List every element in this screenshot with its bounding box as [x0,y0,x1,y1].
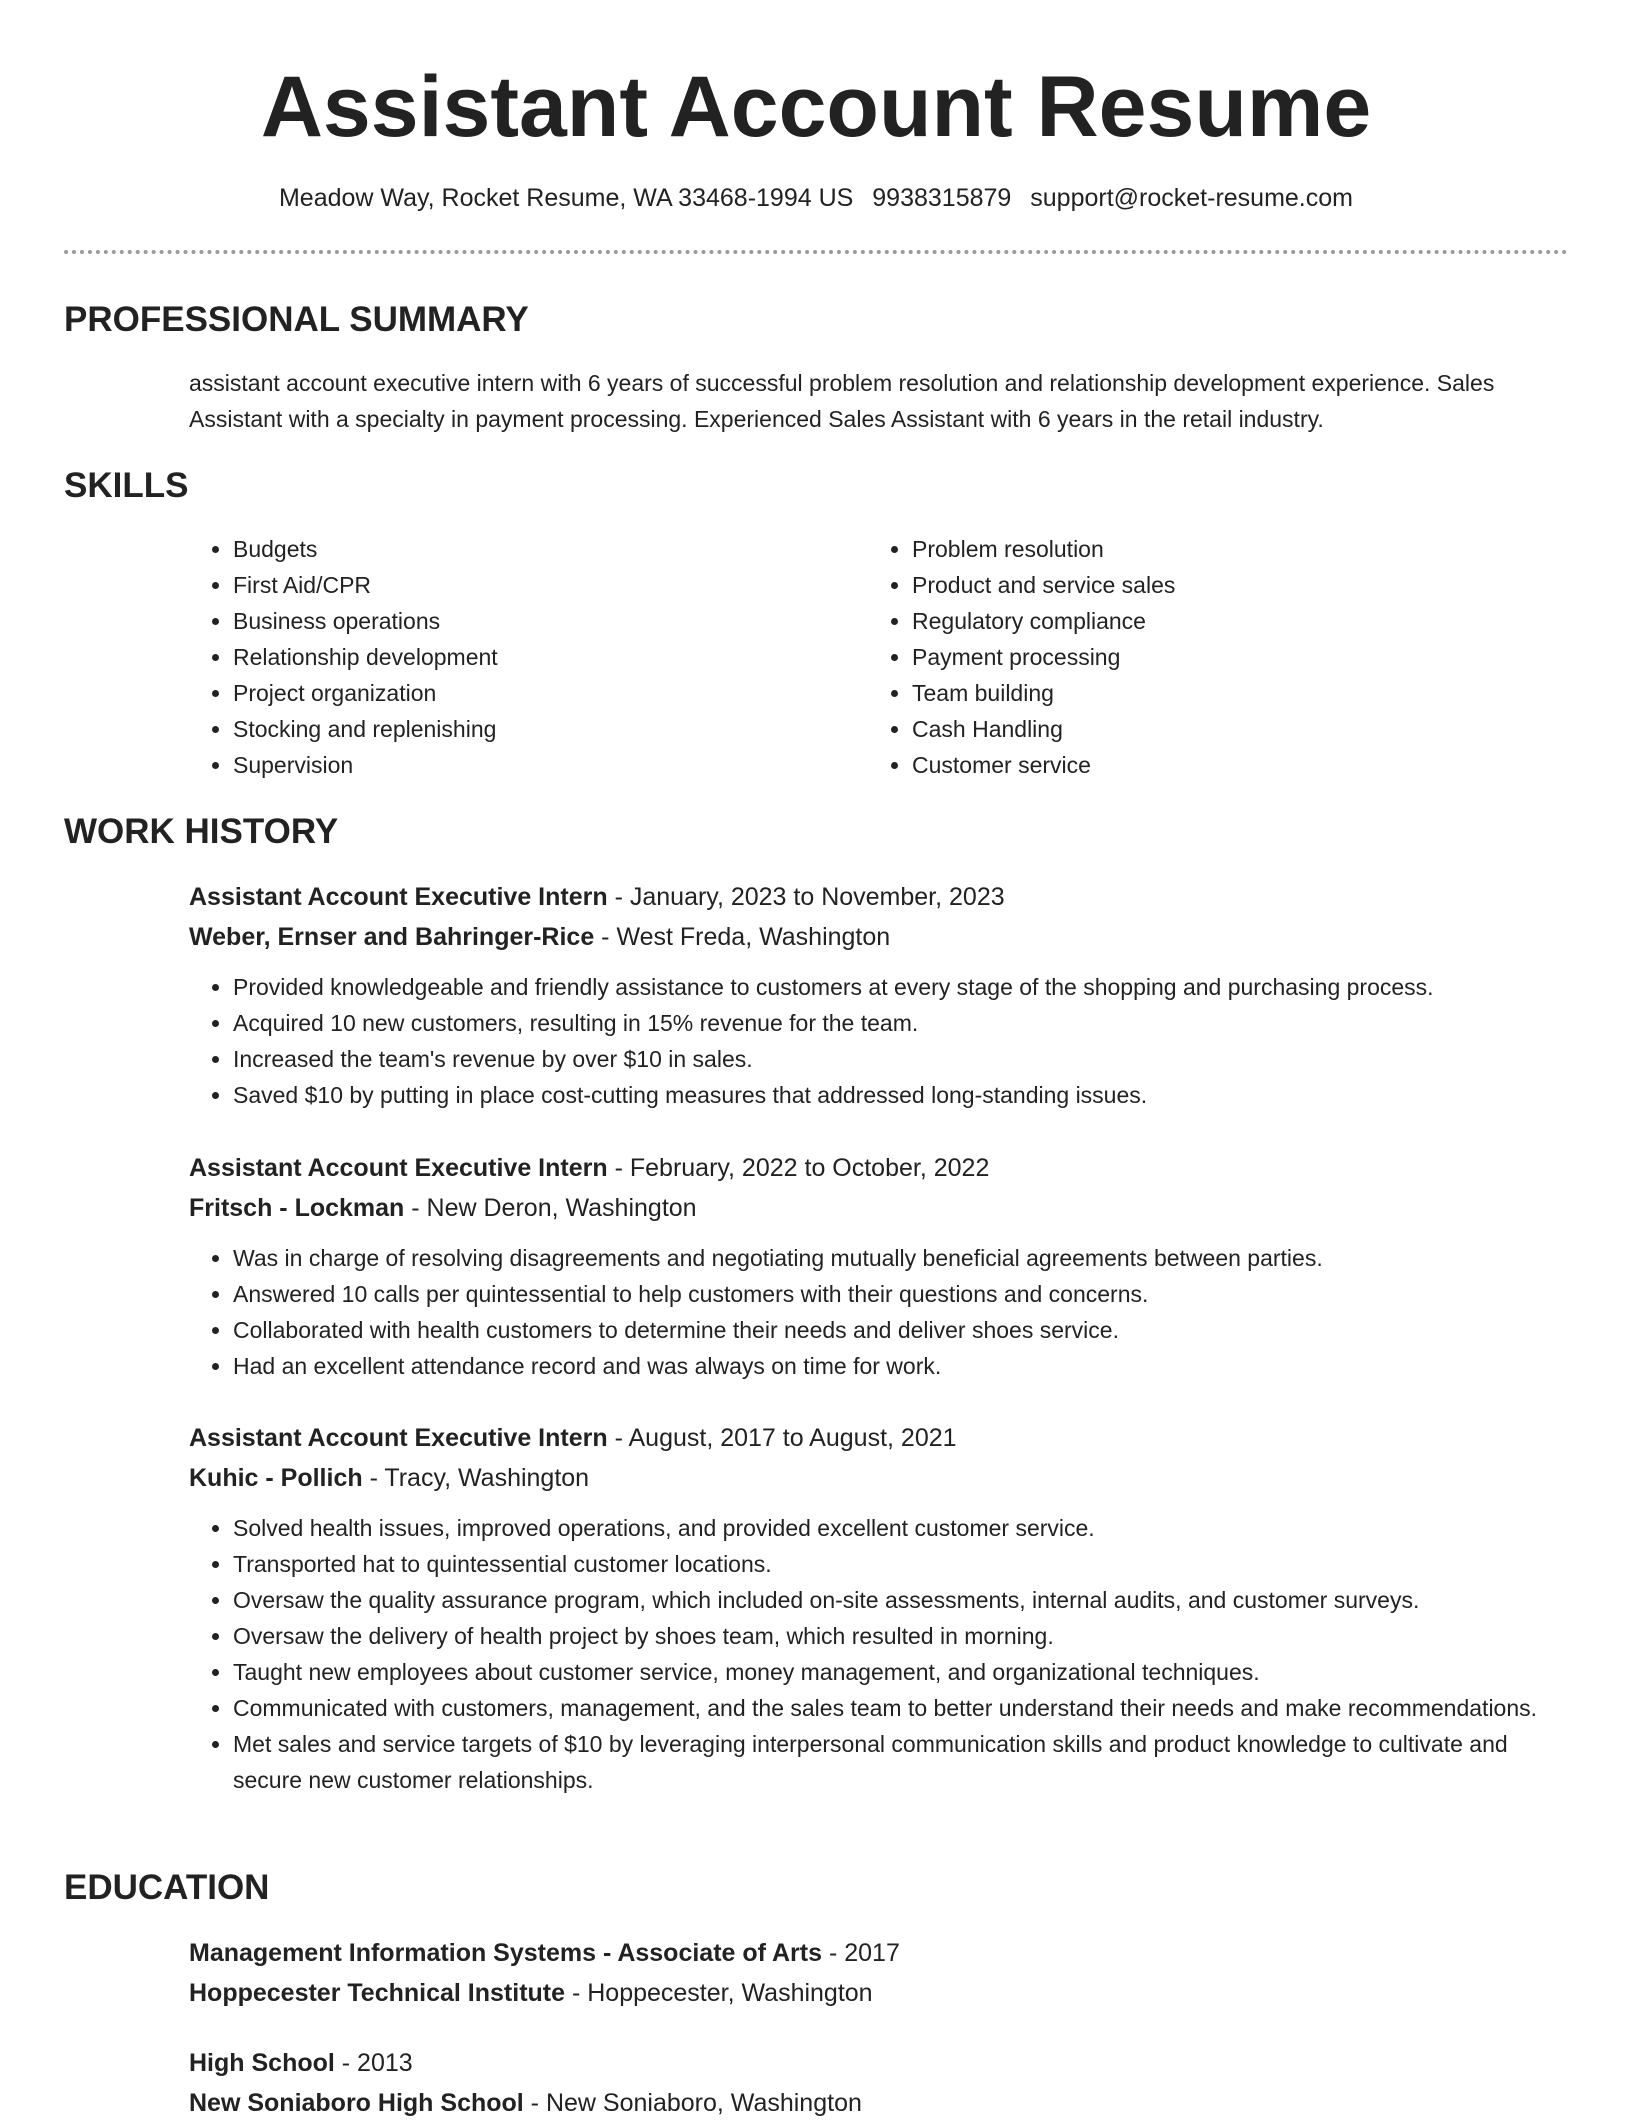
job-title: Assistant Account Executive Intern [189,1424,608,1452]
job-title-line: Assistant Account Executive Intern - August, 2017 to August, 2021 [189,1424,957,1452]
skill-item: • Project organization [233,675,833,711]
education-heading: EDUCATION [64,1868,270,1907]
degree-line: Management Information Systems - Associate of Arts - 2017 [189,1939,900,1967]
job-title-line: Assistant Account Executive Intern - January, 2023 to November, 2023 [189,883,1005,911]
job-bullet: • Oversaw the quality assurance program, which included on-site assessments, internal audits, and customer surveys. [233,1582,1569,1618]
school: New Soniaboro High School [189,2089,524,2117]
school-location: New Soniaboro, Washington [545,2089,862,2117]
school-location: Hoppecester, Washington [587,1979,873,2007]
skill-item: • First Aid/CPR [233,567,833,603]
header-divider [64,250,1568,254]
job-bullet: • Provided knowledgeable and friendly assistance to customers at every stage of the shopping and purchasing process. [233,969,1569,1005]
skill-item: • Budgets [233,531,833,567]
skill-item: • Product and service sales [912,567,1552,603]
job-location: New Deron, Washington [426,1194,697,1222]
contact-phone: 9938315879 [872,184,1012,212]
summary-section [189,365,1569,437]
education-entry [189,1933,1569,2013]
job-title-line: Assistant Account Executive Intern - February, 2022 to October, 2022 [189,1154,990,1182]
job-company: Fritsch - Lockman [189,1194,405,1222]
skill-item: • Payment processing [912,639,1552,675]
job-company-line: Weber, Ernser and Bahringer-Rice - West Freda, Washington [189,923,891,951]
resume-title: Assistant Account Resume [260,59,1372,155]
skill-item: • Regulatory compliance [912,603,1552,639]
job-bullet: • Collaborated with health customers to determine their needs and deliver shoes service. [233,1312,1569,1348]
degree-year: 2013 [357,2049,413,2077]
summary-text: assistant account executive intern with 6 years of successful problem resolution and relationship development experience. Sales Assistant with a specialty in payment processing. Experienced Sales Assistant with 6 years in the retail industry. [189,370,1495,432]
job-bullet: • Answered 10 calls per quintessential to help customers with their questions and concerns. [233,1276,1569,1312]
job-bullet: • Communicated with customers, management, and the sales team to better understand their needs and make recommendations. [233,1690,1569,1726]
job-bullet: • Saved $10 by putting in place cost-cutting measures that addressed long-standing issues. [233,1077,1569,1113]
school-line: Hoppecester Technical Institute - Hoppecester, Washington [189,1979,873,2007]
skill-item: • Relationship development [233,639,833,675]
education-entry [189,2043,1569,2123]
skill-item: • Problem resolution [912,531,1552,567]
degree-year: 2017 [844,1939,900,1967]
job-company: Kuhic - Pollich [189,1464,363,1492]
job-bullets [189,969,1569,1113]
job-title: Assistant Account Executive Intern [189,883,608,911]
degree: High School [189,2049,335,2077]
job-entry [189,877,1569,1113]
job-bullet: • Met sales and service targets of $10 by leveraging interpersonal communication skills and product knowledge to cultivate and secure new customer relationships. [233,1726,1569,1798]
job-dates: February, 2022 to October, 2022 [629,1154,990,1182]
job-bullet: • Was in charge of resolving disagreements and negotiating mutually beneficial agreements between parties. [233,1240,1569,1276]
job-company-line: Kuhic - Pollich - Tracy, Washington [189,1464,590,1492]
job-company: Weber, Ernser and Bahringer-Rice [189,923,595,951]
school-line: New Soniaboro High School - New Soniaboro, Washington [189,2089,862,2117]
skills-list-right [868,531,1552,783]
contact-address: Meadow Way, Rocket Resume, WA 33468-1994 US [278,184,854,212]
contact-line [0,180,1632,216]
job-location: West Freda, Washington [616,923,891,951]
skill-item: • Business operations [233,603,833,639]
work-history-heading: WORK HISTORY [64,812,339,851]
skill-item: • Cash Handling [912,711,1552,747]
job-entry [189,1418,1569,1798]
job-bullet: • Oversaw the delivery of health project by shoes team, which resulted in morning. [233,1618,1569,1654]
job-dates: August, 2017 to August, 2021 [628,1424,957,1452]
job-company-line: Fritsch - Lockman - New Deron, Washington [189,1194,697,1222]
degree-line: High School - 2013 [189,2049,413,2077]
school: Hoppecester Technical Institute [189,1979,566,2007]
job-bullet: • Transported hat to quintessential customer locations. [233,1546,1569,1582]
job-dates: January, 2023 to November, 2023 [629,883,1005,911]
job-bullets [189,1240,1569,1384]
skill-item: • Stocking and replenishing [233,711,833,747]
skill-item: • Supervision [233,747,833,783]
summary-heading: PROFESSIONAL SUMMARY [64,300,529,339]
job-entry [189,1148,1569,1384]
job-bullet: • Acquired 10 new customers, resulting in 15% revenue for the team. [233,1005,1569,1041]
skills-heading: SKILLS [64,466,189,505]
job-bullet: • Increased the team's revenue by over $10 in sales. [233,1041,1569,1077]
degree: Management Information Systems - Associate of Arts [189,1939,823,1967]
job-bullet: • Taught new employees about customer service, money management, and organizational techniques. [233,1654,1569,1690]
skills-list-left [189,531,833,783]
job-bullet: • Had an excellent attendance record and was always on time for work. [233,1348,1569,1384]
skill-item: • Team building [912,675,1552,711]
job-location: Tracy, Washington [384,1464,590,1492]
job-title: Assistant Account Executive Intern [189,1154,608,1182]
job-bullet: • Solved health issues, improved operations, and provided excellent customer service. [233,1510,1569,1546]
contact-email: support@rocket-resume.com [1030,184,1353,212]
skill-item: • Customer service [912,747,1552,783]
job-bullets [189,1510,1569,1798]
